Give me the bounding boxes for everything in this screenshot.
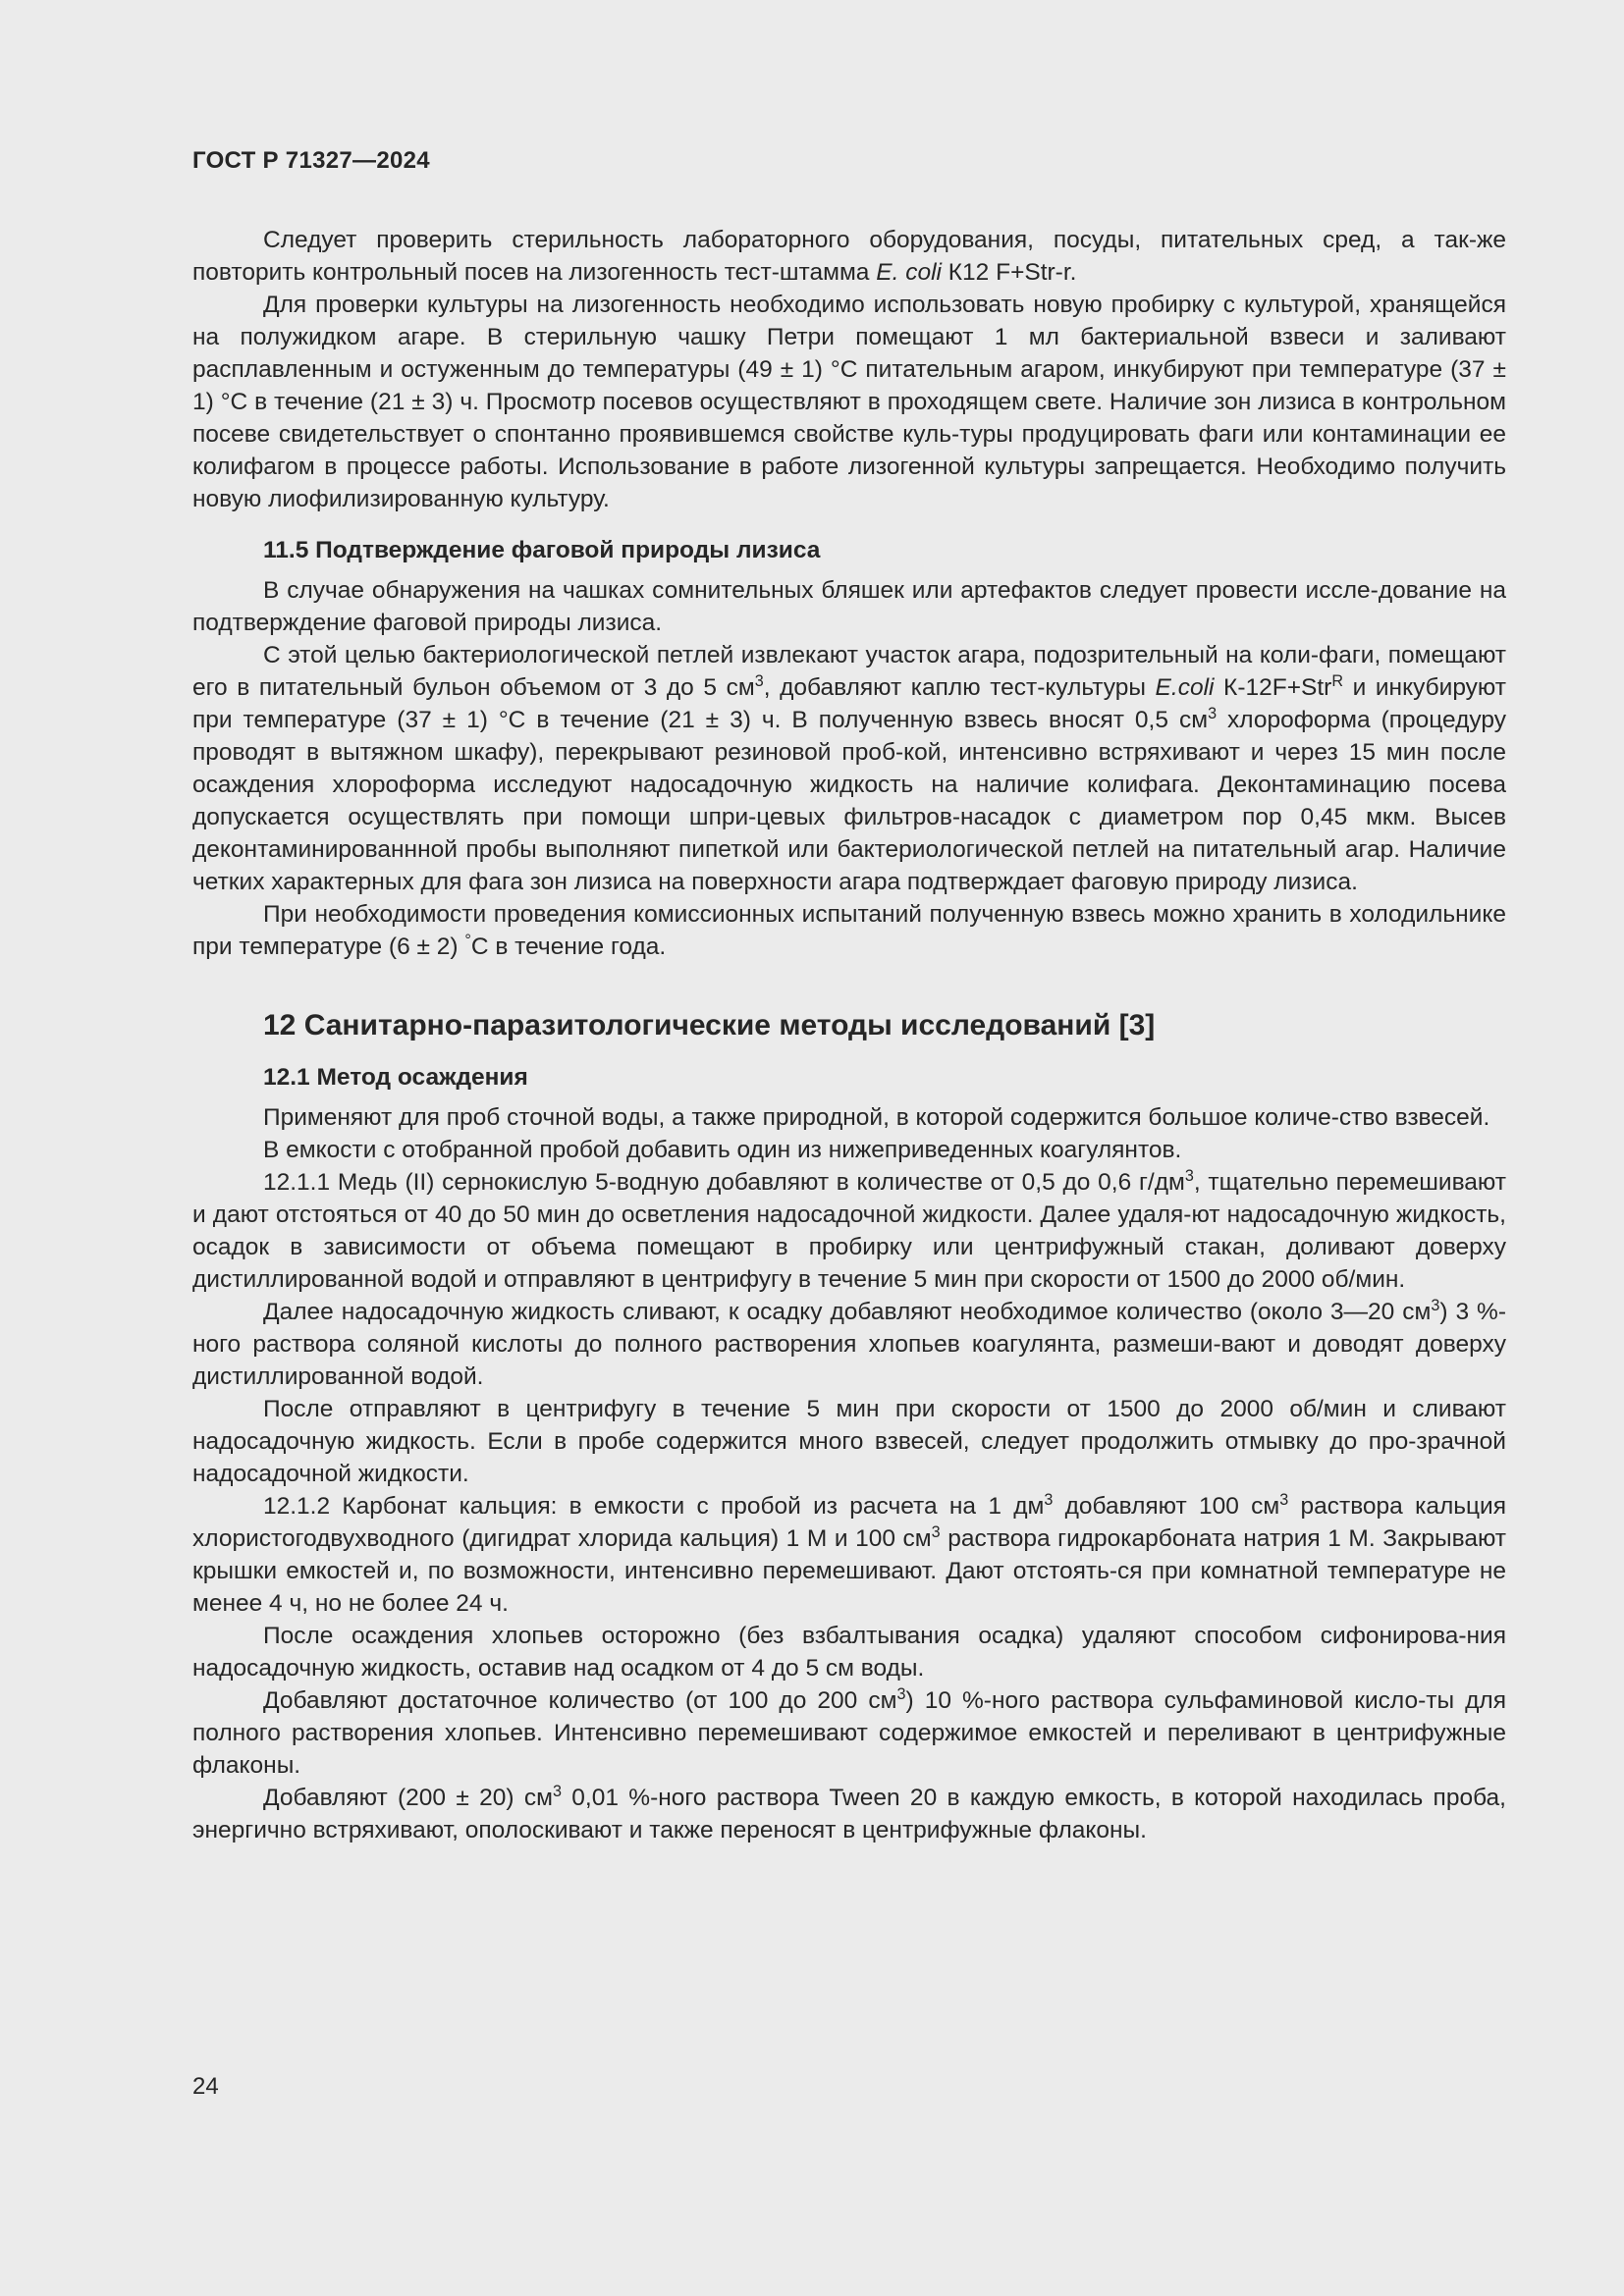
page-number: 24: [192, 2073, 219, 2100]
paragraph-centrifuge: После отправляют в центрифугу в течение 5 мин при скорости от 1500 до 2000 об/мин и сливают надосадочную жидкость. Если в пробе содержится много взвесей, следует продолжить отмывку до про-зрачной надосадочной жидкости.: [192, 1396, 1506, 1487]
paragraph-coagulant: В емкости с отобранной пробой добавить один из нижеприведенных коагулянтов.: [263, 1137, 1182, 1163]
paragraph-sample-types: Применяют для проб сточной воды, а также природной, в которой содержится большое количе-ство взвесей.: [263, 1104, 1490, 1131]
paragraph-sulfamic-acid: Добавляют достаточное количество (от 100 до 200 $см^3$) 10 %-ного раствора сульфаминовой кисло-ты для полного растворения хлопьев. Интенсивно перемешивают содержимое емкостей и переливают в центрифужные флаконы.: [192, 1685, 1506, 1779]
section-heading-12-1: 12.1 Метод осаждения: [263, 1064, 528, 1091]
section-heading-12: 12 Санитарно-паразитологические методы исследований [3]: [263, 1009, 1156, 1041]
document-body: [192, 224, 1506, 1846]
section-heading-11-5: 11.5 Подтверждение фаговой природы лизиса: [263, 537, 821, 563]
paragraph-tween: Добавляют (200 ± 20) $см^3$ 0,01 %-ного раствора Tween 20 в каждую емкость, в которой находилась проба, энергично встряхивают, ополоскивают и также переносят в центрифужные флаконы.: [192, 1783, 1506, 1843]
paragraph-12-1-2: 12.1.2 Карбонат кальция: в емкости с пробой из расчета на 1 $дм^3$ добавляют 100 $см^3$ раствора кальция хлористогодвухводного (дигидрат хлорида кальция) 1 М и 100 $см^3$ раствора гидрокарбоната натрия 1 М. Закрывают крышки емкостей и, по возможности, интенсивно перемешивают. Дают отстоять-ся при комнатной температуре не менее 4 ч, но не более 24 ч.: [192, 1491, 1506, 1617]
paragraph-phage-confirmation-procedure: С этой целью бактериологической петлей извлекают участок агара, подозрительный на коли-фаги, помещают его в питательный бульон объемом от 3 до 5 $см^3$, добавляют каплю тест-культуры E.coli К-12F+Str$^R$ и инкубируют при температуре (37 ± 1) °С в течение (21 ± 3) ч. В полученную взвесь вносят 0,5 $см^3$ хлороформа (процедуру проводят в вытяжном шкафу), перекрывают резиновой проб-кой, интенсивно встряхивают и через 15 мин после осаждения хлороформа исследуют надосадочную жидкость на наличие колифага. Деконтаминацию посева допускается осуществлять при помощи шпри-цевых фильтров-насадок с диаметром пор 0,45 мкм. Высев деконтаминированнной пробы выполняют пипеткой или бактериологической петлей на питательный агар. Наличие четких характерных для фага зон лизиса на поверхности агара подтверждает фаговую природу лизиса.: [192, 642, 1506, 895]
paragraph-siphoning: После осаждения хлопьев осторожно (без взбалтывания осадка) удаляют способом сифонирова-ния надосадочную жидкость, оставив над осадком от 4 до 5 см воды.: [192, 1623, 1506, 1682]
paragraph-12-1-1: 12.1.1 Медь (II) сернокислую 5-водную добавляют в количестве от 0,5 до 0,6 $г/дм^3$, тщательно перемешивают и дают отстояться от 40 до 50 мин до осветления надосадочной жидкости. Далее удаля-ют надосадочную жидкость, осадок в зависимости от объема помещают в пробирку или центрифужный стакан, доливают доверху дистиллированной водой и отправляют в центрифугу в течение 5 мин при скорости от 1500 до 2000 об/мин.: [192, 1167, 1506, 1293]
paragraph-sterility-check: Следует проверить стерильность лабораторного оборудования, посуды, питательных сред, а так-же повторить контрольный посев на лизогенность тест-штамма E. coli К12 F+Str-r.: [192, 227, 1506, 286]
paragraph-suspicious-plaques: В случае обнаружения на чашках сомнительных бляшек или артефактов следует провести иссле-дование на подтверждение фаговой природы лизиса.: [192, 577, 1506, 636]
document-number-header: ГОСТ Р 71327—2024: [192, 147, 430, 174]
paragraph-drain-supernatant: Далее надосадочную жидкость сливают, к осадку добавляют необходимое количество (около 3—20 $см^3$) 3 %-ного раствора соляной кислоты до полного растворения хлопьев коагулянта, размеши-вают и доводят доверху дистиллированной водой.: [192, 1297, 1507, 1390]
paragraph-lysogeny-check: Для проверки культуры на лизогенность необходимо использовать новую пробирку с культурой, хранящейся на полужидком агаре. В стерильную чашку Петри помещают 1 мл бактериальной взвеси и заливают расплавленным и остуженным до температуры (49 ± 1) °С питательным агаром, инкубируют при температуре (37 ± 1) °С в течение (21 ± 3) ч. Просмотр посевов осуществляют в проходящем свете. Наличие зон лизиса в контрольном посеве свидетельствует о спонтанно проявившемся свойстве куль-туры продуцировать фаги или контаминации ее колифагом в процессе работы. Использование в работе лизогенной культуры запрещается. Необходимо получить новую лиофилизированную культуру.: [192, 292, 1506, 512]
paragraph-storage: При необходимости проведения комиссионных испытаний полученную взвесь можно хранить в холодильнике при температуре (6 ± 2) °С в течение года.: [192, 901, 1506, 960]
